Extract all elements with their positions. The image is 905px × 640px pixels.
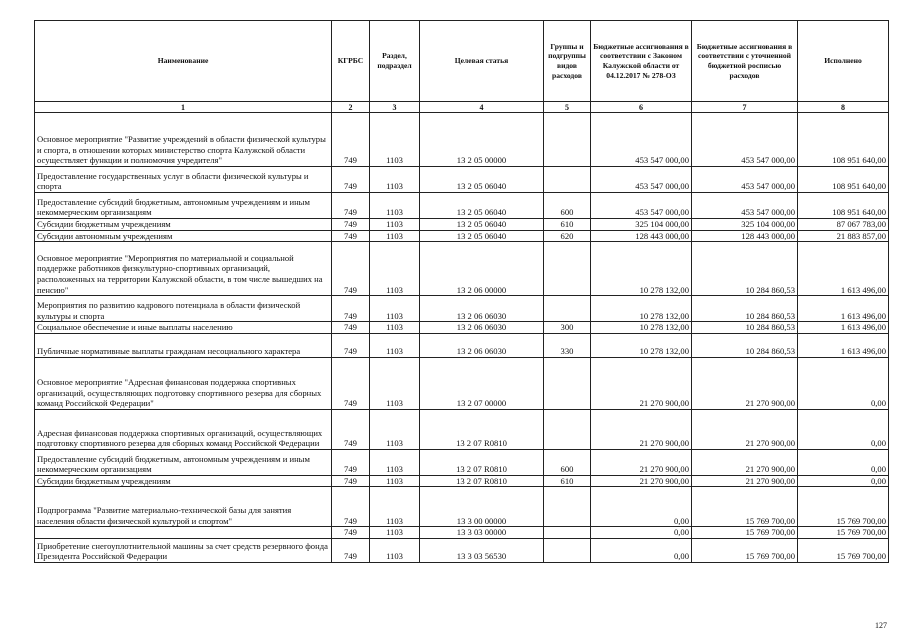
table-row: [35, 242, 889, 296]
row-expense-type: [544, 113, 591, 167]
row-section: 1103: [370, 538, 420, 562]
row-kgrbs: 749: [332, 475, 370, 487]
row-kgrbs: 749: [332, 230, 370, 242]
row-refined-allocation: 21 270 900,00: [692, 475, 798, 487]
row-name: Социальное обеспечение и иные выплаты населению: [35, 322, 332, 334]
table-row: [35, 193, 889, 219]
row-section: 1103: [370, 409, 420, 449]
row-refined-allocation: 10 284 860,53: [692, 333, 798, 357]
row-name: Предоставление субсидий бюджетным, автономным учреждениям и иным некоммерческим организациям: [35, 193, 332, 219]
row-expense-type: 330: [544, 333, 591, 357]
row-section: 1103: [370, 167, 420, 193]
row-name: Мероприятия по развитию кадрового потенциала в области физической культуры и спорта: [35, 296, 332, 322]
row-law-allocation: 10 278 132,00: [591, 296, 692, 322]
table-row: [35, 538, 889, 562]
row-law-allocation: 0,00: [591, 538, 692, 562]
row-section: 1103: [370, 527, 420, 539]
row-executed: 15 769 700,00: [798, 527, 889, 539]
row-kgrbs: 749: [332, 193, 370, 219]
row-kgrbs: 749: [332, 242, 370, 296]
row-law-allocation: 10 278 132,00: [591, 333, 692, 357]
row-kgrbs: 749: [332, 538, 370, 562]
row-expense-type: [544, 296, 591, 322]
row-law-allocation: 0,00: [591, 487, 692, 527]
row-executed: 108 951 640,00: [798, 193, 889, 219]
row-executed: 15 769 700,00: [798, 487, 889, 527]
row-executed: 1 613 496,00: [798, 333, 889, 357]
row-section: 1103: [370, 333, 420, 357]
table-row: [35, 230, 889, 242]
row-name: Публичные нормативные выплаты гражданам несоциального характера: [35, 333, 332, 357]
column-number: 4: [420, 102, 544, 113]
row-name: Субсидии бюджетным учреждениям: [35, 475, 332, 487]
budget-table: [34, 20, 889, 563]
header-kgrbs: КГРБС: [332, 21, 370, 102]
row-law-allocation: 453 547 000,00: [591, 193, 692, 219]
row-name: Адресная финансовая поддержка спортивных организаций, осуществляющих подготовку спортивного резерва для сборных команд Российской Федерации: [35, 409, 332, 449]
row-section: 1103: [370, 242, 420, 296]
row-section: 1103: [370, 357, 420, 409]
row-name: Основное мероприятие "Развитие учреждений в области физической культуры и спорта, в отношении которых министерство спорта Калужской области осуществляет функции и полномочия учредителя": [35, 113, 332, 167]
table-body: [35, 113, 889, 563]
row-refined-allocation: 10 284 860,53: [692, 296, 798, 322]
row-target-article: 13 2 05 06040: [420, 219, 544, 231]
row-section: 1103: [370, 296, 420, 322]
table-row: [35, 219, 889, 231]
row-expense-type: [544, 242, 591, 296]
row-refined-allocation: 453 547 000,00: [692, 193, 798, 219]
row-target-article: 13 2 07 R0810: [420, 409, 544, 449]
row-target-article: 13 3 00 00000: [420, 487, 544, 527]
row-section: 1103: [370, 487, 420, 527]
table-row: [35, 333, 889, 357]
row-kgrbs: 749: [332, 167, 370, 193]
row-section: 1103: [370, 113, 420, 167]
header-target-article: Целевая статья: [420, 21, 544, 102]
row-law-allocation: 325 104 000,00: [591, 219, 692, 231]
row-section: 1103: [370, 322, 420, 334]
table-row: [35, 449, 889, 475]
table-row: [35, 409, 889, 449]
row-kgrbs: 749: [332, 409, 370, 449]
row-name: Подпрограмма "Развитие материально-технической базы для занятия населения области физической культурой и спортом": [35, 487, 332, 527]
row-expense-type: 610: [544, 219, 591, 231]
row-executed: 0,00: [798, 475, 889, 487]
row-section: 1103: [370, 475, 420, 487]
table-row: [35, 487, 889, 527]
table-row: [35, 296, 889, 322]
row-refined-allocation: 10 284 860,53: [692, 242, 798, 296]
row-executed: 0,00: [798, 409, 889, 449]
row-kgrbs: 749: [332, 322, 370, 334]
row-law-allocation: 21 270 900,00: [591, 475, 692, 487]
row-refined-allocation: 453 547 000,00: [692, 167, 798, 193]
row-executed: 1 613 496,00: [798, 322, 889, 334]
row-name: Субсидии автономным учреждениям: [35, 230, 332, 242]
row-expense-type: [544, 409, 591, 449]
column-number-row: [35, 102, 889, 113]
row-kgrbs: 749: [332, 527, 370, 539]
row-law-allocation: 453 547 000,00: [591, 113, 692, 167]
row-law-allocation: 21 270 900,00: [591, 357, 692, 409]
column-number: 1: [35, 102, 332, 113]
header-section: Раздел, подраздел: [370, 21, 420, 102]
table-row: [35, 475, 889, 487]
row-executed: 15 769 700,00: [798, 538, 889, 562]
row-law-allocation: 10 278 132,00: [591, 322, 692, 334]
column-number: 3: [370, 102, 420, 113]
row-section: 1103: [370, 449, 420, 475]
column-number: 5: [544, 102, 591, 113]
row-refined-allocation: 21 270 900,00: [692, 357, 798, 409]
row-target-article: 13 2 05 06040: [420, 230, 544, 242]
row-target-article: 13 2 06 06030: [420, 322, 544, 334]
row-expense-type: [544, 487, 591, 527]
row-law-allocation: 0,00: [591, 527, 692, 539]
row-executed: 0,00: [798, 449, 889, 475]
row-executed: 1 613 496,00: [798, 242, 889, 296]
row-expense-type: 600: [544, 193, 591, 219]
row-target-article: 13 2 05 06040: [420, 167, 544, 193]
row-expense-type: [544, 357, 591, 409]
header-refined-allocation: Бюджетные ассигнования в соответствии с уточненной бюджетной росписью расходов: [692, 21, 798, 102]
row-expense-type: [544, 527, 591, 539]
row-target-article: 13 3 03 56530: [420, 538, 544, 562]
row-kgrbs: 749: [332, 296, 370, 322]
row-section: 1103: [370, 230, 420, 242]
row-executed: 21 883 857,00: [798, 230, 889, 242]
table-row: [35, 167, 889, 193]
header-law-allocation: Бюджетные ассигнования в соответствии с Законом Калужской области от 04.12.2017 № 278-ОЗ: [591, 21, 692, 102]
row-section: 1103: [370, 193, 420, 219]
row-target-article: 13 3 03 00000: [420, 527, 544, 539]
row-name: [35, 527, 332, 539]
row-expense-type: 300: [544, 322, 591, 334]
header-name: Наименование: [35, 21, 332, 102]
row-expense-type: 600: [544, 449, 591, 475]
table-row: [35, 527, 889, 539]
row-refined-allocation: 21 270 900,00: [692, 409, 798, 449]
row-target-article: 13 2 07 R0810: [420, 475, 544, 487]
page-number: 127: [875, 621, 887, 630]
row-refined-allocation: 15 769 700,00: [692, 487, 798, 527]
row-executed: 1 613 496,00: [798, 296, 889, 322]
header-executed: Исполнено: [798, 21, 889, 102]
row-refined-allocation: 10 284 860,53: [692, 322, 798, 334]
row-executed: 87 067 783,00: [798, 219, 889, 231]
column-number: 6: [591, 102, 692, 113]
row-name: Основное мероприятие "Мероприятия по материальной и социальной поддержке работников физкультурно-спортивных организаций, расположенных на территории Калужской области, в том числе вышедших на пенсию": [35, 242, 332, 296]
row-executed: 108 951 640,00: [798, 167, 889, 193]
row-refined-allocation: 15 769 700,00: [692, 538, 798, 562]
column-number: 7: [692, 102, 798, 113]
row-target-article: 13 2 07 00000: [420, 357, 544, 409]
row-law-allocation: 21 270 900,00: [591, 409, 692, 449]
row-expense-type: 610: [544, 475, 591, 487]
row-target-article: 13 2 06 06030: [420, 296, 544, 322]
row-refined-allocation: 325 104 000,00: [692, 219, 798, 231]
row-kgrbs: 749: [332, 219, 370, 231]
row-target-article: 13 2 07 R0810: [420, 449, 544, 475]
table-header-row: [35, 21, 889, 102]
row-target-article: 13 2 06 06030: [420, 333, 544, 357]
table-row: [35, 113, 889, 167]
row-refined-allocation: 15 769 700,00: [692, 527, 798, 539]
row-law-allocation: 10 278 132,00: [591, 242, 692, 296]
table-row: [35, 357, 889, 409]
header-expense-type: Группы и подгруппы видов расходов: [544, 21, 591, 102]
table-row: [35, 322, 889, 334]
row-target-article: 13 2 05 06040: [420, 193, 544, 219]
row-kgrbs: 749: [332, 113, 370, 167]
row-refined-allocation: 21 270 900,00: [692, 449, 798, 475]
row-kgrbs: 749: [332, 487, 370, 527]
row-name: Основное мероприятие "Адресная финансовая поддержка спортивных организаций, осуществляющих подготовку спортивного резерва для сборных команд Российской Федерации": [35, 357, 332, 409]
row-kgrbs: 749: [332, 333, 370, 357]
row-kgrbs: 749: [332, 357, 370, 409]
row-refined-allocation: 128 443 000,00: [692, 230, 798, 242]
row-expense-type: 620: [544, 230, 591, 242]
column-number: 8: [798, 102, 889, 113]
row-law-allocation: 21 270 900,00: [591, 449, 692, 475]
row-name: Приобретение снегоуплотнительной машины за счет средств резервного фонда Президента Российской Федерации: [35, 538, 332, 562]
row-law-allocation: 453 547 000,00: [591, 167, 692, 193]
row-target-article: 13 2 06 00000: [420, 242, 544, 296]
row-executed: 0,00: [798, 357, 889, 409]
row-executed: 108 951 640,00: [798, 113, 889, 167]
row-name: Субсидии бюджетным учреждениям: [35, 219, 332, 231]
row-law-allocation: 128 443 000,00: [591, 230, 692, 242]
row-expense-type: [544, 538, 591, 562]
row-target-article: 13 2 05 00000: [420, 113, 544, 167]
column-number: 2: [332, 102, 370, 113]
row-kgrbs: 749: [332, 449, 370, 475]
row-section: 1103: [370, 219, 420, 231]
row-refined-allocation: 453 547 000,00: [692, 113, 798, 167]
row-name: Предоставление субсидий бюджетным, автономным учреждениям и иным некоммерческим организациям: [35, 449, 332, 475]
row-name: Предоставление государственных услуг в области физической культуры и спорта: [35, 167, 332, 193]
row-expense-type: [544, 167, 591, 193]
